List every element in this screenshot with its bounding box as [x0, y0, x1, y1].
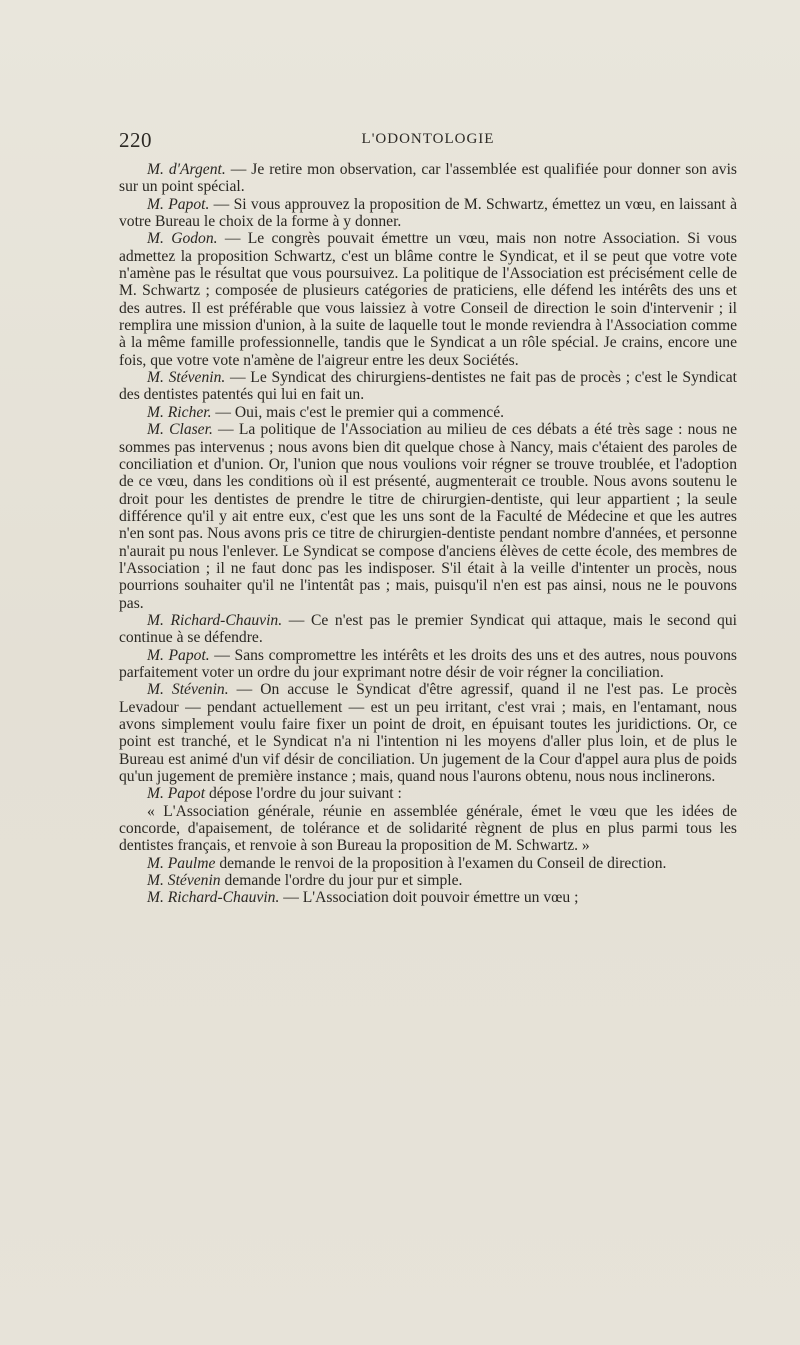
paragraph-text: — Oui, mais c'est le premier qui a commencé.	[211, 403, 505, 421]
speaker-name: M. Papot	[147, 785, 206, 803]
paragraph-text: — Ce n'est pas le premier Syndicat qui attaque, mais le second qui continue à se défendre.	[119, 611, 737, 647]
paragraph-text: dépose l'ordre du jour suivant :	[205, 785, 402, 803]
paragraph	[119, 612, 737, 647]
speaker-name: M. Godon.	[147, 230, 218, 248]
paragraph	[119, 196, 737, 231]
paragraph-text: demande le renvoi de la proposition à l'examen du Conseil de direction.	[215, 854, 667, 872]
speaker-name: M. Paulme	[147, 854, 216, 872]
paragraph	[119, 404, 737, 421]
speaker-name: M. Richer.	[147, 403, 212, 421]
page-header	[119, 128, 737, 152]
paragraph	[119, 785, 737, 802]
paragraph-text: — Le Syndicat des chirurgiens-dentistes ne fait pas de procès ; c'est le Syndicat des dentistes patentés qui lui en fait un.	[119, 369, 737, 404]
paragraph-text: demande l'ordre du jour pur et simple.	[220, 872, 463, 890]
running-title: L'ODONTOLOGIE	[361, 131, 495, 147]
speaker-name: M. Stévenin.	[147, 369, 226, 387]
paragraph-text: — La politique de l'Association au milieu de ces débats a été très sage : nous ne sommes pas intervenus ; nous avons bien dit quelque chose à Nancy, mais c'étaient des paroles de conciliation et d'union. Or, l'union que nous voulions voir régner se trouve troublée, et l'adoption de ce vœu, dans les conditions où il est présenté, augmenterait ce trouble. Nous avons soutenu le droit pour les dentistes de prendre le titre de chirurgien-dentiste, qui leur appartient ; la seule différence qu'il y ait entre eux, c'est que les uns sont de la Faculté de Médecine et que les autres n'en sont pas. Nous avons pris ce titre de chirurgien-dentiste pendant nombre d'années, et personne n'aurait pu nous l'enlever. Le Syndicat se compose d'anciens élèves de cette école, des membres de l'Association ; il ne faut donc pas les indisposer. S'il était à la veille d'intenter un procès, nous pourrions souhaiter qu'il ne l'intentât pas ; mais, puisqu'il n'en est pas ainsi, nous ne le pouvons pas.	[119, 421, 737, 612]
paragraph-text: — On accuse le Syndicat d'être agressif, quand il ne l'est pas. Le procès Levadour — pendant actuellement — est un peu irritant, c'est vrai ; mais, en l'entamant, nous avons simplement voulu faire fixer un point de droit, en épuisant toutes les juridictions. Or, ce point est tranché, et le Syndicat n'a ni l'intention ni les moyens d'aller plus loin, et de plus le Bureau est animé d'un vif désir de conciliation. Un jugement de la Cour d'appel aura plus de poids qu'un jugement de première instance ; mais, quand nous l'aurons obtenu, nous nous inclinerons.	[119, 681, 737, 786]
speaker-name: M. Claser.	[147, 421, 213, 439]
speaker-name: M. Richard-Chauvin.	[147, 611, 283, 629]
paragraph-text: — Sans compromettre les intérêts et les droits des uns et des autres, nous pouvons parfaitement voter un ordre du jour exprimant notre désir de voir régner la conciliation.	[119, 646, 737, 681]
paragraph-text: — L'Association doit pouvoir émettre un vœu ;	[279, 889, 579, 907]
page-number: 220	[119, 128, 152, 152]
paragraph-text: — Le congrès pouvait émettre un vœu, mais non notre Association. Si vous admettez la proposition Schwartz, c'est un blâme contre le Syndicat, et il se peut que votre vote n'amène pas le résultat que vous poursuivez. La politique de l'Association est précisément celle de M. Schwartz ; composée de plusieurs catégories de praticiens, elle défend les intérêts des uns et des autres. Il est préférable que vous laissiez à votre Conseil de direction le soin d'intervenir ; il remplira une mission d'union, à la suite de laquelle tout le monde reviendra à l'Association comme à la même famille professionnelle, tandis que le Syndicat a un rôle spécial. Je crains, encore une fois, que votre vote n'amène de l'aigreur entre les deux Sociétés.	[119, 230, 737, 369]
paragraph-text: — Si vous approuvez la proposition de M. Schwartz, émettez un vœu, en laissant à votre Bureau le choix de la forme à y donner.	[119, 195, 737, 231]
speaker-name: M. Papot.	[147, 646, 210, 664]
paragraph	[119, 647, 737, 682]
speaker-name: M. d'Argent.	[147, 161, 226, 178]
paragraph	[119, 855, 737, 872]
paragraph-text: — Je retire mon observation, car l'assemblée est qualifiée pour donner son avis sur un point spécial.	[119, 161, 737, 196]
speaker-name: M. Stévenin.	[147, 681, 229, 699]
paragraph	[119, 161, 737, 196]
speaker-name: M. Richard-Chauvin.	[147, 889, 280, 907]
page-body	[119, 161, 737, 907]
speaker-name: M. Papot.	[147, 195, 210, 213]
paragraph	[119, 421, 737, 612]
paragraph	[119, 681, 737, 785]
quoted-motion-text: « L'Association générale, réunie en assemblée générale, émet le vœu que les idées de concorde, d'apaisement, de tolérance et de solidarité règnent de plus en plus parmi tous les dentistes français, et renvoie à son Bureau la proposition de M. Schwartz. »	[119, 802, 737, 855]
quoted-motion	[119, 803, 737, 855]
paragraph	[119, 369, 737, 404]
paragraph	[119, 889, 737, 906]
paragraph	[119, 230, 737, 369]
speaker-name: M. Stévenin	[147, 872, 221, 890]
paragraph	[119, 872, 737, 889]
